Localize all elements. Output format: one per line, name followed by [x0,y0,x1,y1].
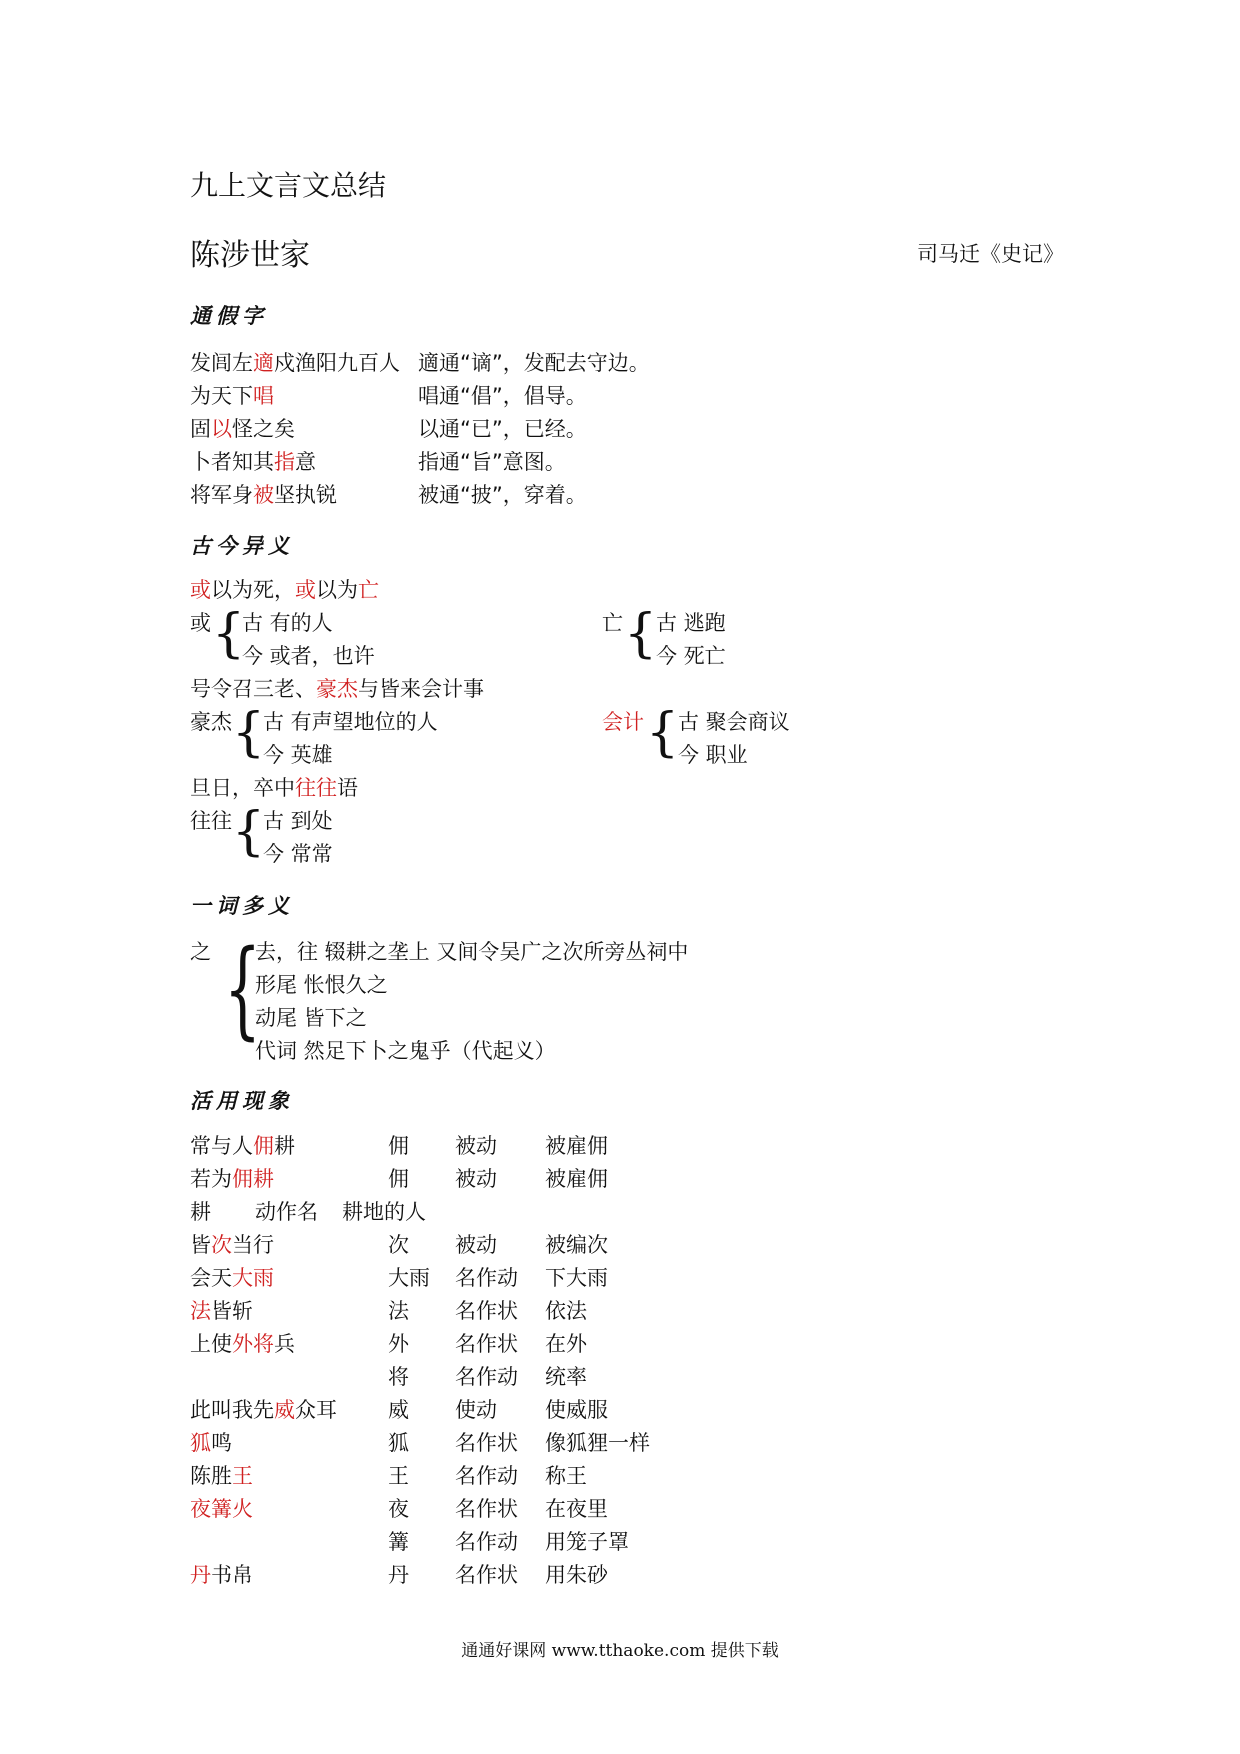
huoyong-type: 名作动 [455,1365,518,1389]
huoyong-word: 大雨 [388,1266,430,1290]
huoyong-meaning: 统率 [545,1365,587,1389]
huoyong-type: 使动 [455,1398,497,1422]
huoyong-type: 名作状 [455,1431,518,1455]
huoyong-sentence: 陈胜王 [190,1464,253,1488]
tongjia-explanation: 指通“旨”意图。 [418,450,566,474]
lesson-title: 陈涉世家 [190,238,310,273]
huoyong-word: 外 [388,1332,409,1356]
section-heading-gujin: 古今异义 [190,533,294,558]
huoyong-meaning: 称王 [545,1464,587,1488]
gujin-haojie-ancient: 古 有声望地位的人 [263,710,438,734]
section-heading-huoyong: 活用现象 [190,1088,294,1113]
section-heading-tongjia: 通假字 [190,303,268,328]
gujin-haojie-modern: 今 英雄 [263,743,333,767]
brace-wang: { [624,604,658,664]
tongjia-sentence: 为天下唱 [190,384,274,408]
brace-haojie: { [232,703,266,763]
huoyong-geng-type: 动作名 [255,1200,318,1224]
huoyong-type: 名作状 [455,1299,518,1323]
gujin-word-kuaiji: 会计 [602,710,644,734]
gujin-kuaiji-modern: 今 职业 [678,743,748,767]
gujin-sentence-3: 旦日，卒中往往语 [190,776,358,800]
brace-huo: { [212,604,246,664]
brace-kuaiji: { [646,703,680,763]
gujin-word-wangwang: 往往 [190,809,232,833]
tongjia-sentence: 将军身被坚执锐 [190,483,337,507]
tongjia-sentence: 卜者知其指意 [190,450,316,474]
tongjia-explanation: 以通“已”，已经。 [418,417,587,441]
huoyong-word: 狐 [388,1431,409,1455]
tongjia-sentence: 发闾左適戍渔阳九百人 [190,351,400,375]
tongjia-sentence: 固以怪之矣 [190,417,295,441]
brace-yiciduoyi: { [224,927,262,1050]
gujin-wangwang-modern: 今 常常 [263,842,333,866]
huoyong-meaning: 下大雨 [545,1266,608,1290]
footer-source: 通通好课网 www.tthaoke.com 提供下载 [461,1641,779,1661]
gujin-sentence-1: 或以为死，或以为亡 [190,578,379,602]
huoyong-meaning: 在夜里 [545,1497,608,1521]
yiciduoyi-sense: 动尾 皆下之 [255,1006,367,1030]
huoyong-meaning: 用笼子罩 [545,1530,629,1554]
huoyong-type: 被动 [455,1167,497,1191]
huoyong-word: 夜 [388,1497,409,1521]
huoyong-sentence: 皆次当行 [190,1233,274,1257]
gujin-huo-modern: 今 或者，也许 [242,644,375,668]
gujin-kuaiji-ancient: 古 聚会商议 [678,710,790,734]
tongjia-explanation: 被通“披”，穿着。 [418,483,587,507]
document-title: 九上文言文总结 [190,169,387,202]
huoyong-sentence: 法皆斩 [190,1299,253,1323]
huoyong-sentence: 狐鸣 [190,1431,232,1455]
huoyong-meaning: 被雇佣 [545,1167,608,1191]
huoyong-meaning: 被编次 [545,1233,608,1257]
yiciduoyi-sense: 形尾 怅恨久之 [255,973,388,997]
huoyong-meaning: 被雇佣 [545,1134,608,1158]
huoyong-type: 名作动 [455,1464,518,1488]
gujin-wangwang-ancient: 古 到处 [263,809,333,833]
huoyong-meaning: 像狐狸一样 [545,1431,650,1455]
huoyong-geng-meaning: 耕地的人 [342,1200,426,1224]
huoyong-sentence: 上使外将兵 [190,1332,295,1356]
huoyong-word: 将 [388,1365,409,1389]
huoyong-sentence: 此叫我先威众耳 [190,1398,337,1422]
huoyong-word: 佣 [388,1134,409,1158]
gujin-wang-ancient: 古 逃跑 [656,611,726,635]
author-source: 司马迁《史记》 [917,242,1064,266]
huoyong-word: 篝 [388,1530,409,1554]
huoyong-type: 名作动 [455,1266,518,1290]
huoyong-word: 丹 [388,1563,409,1587]
huoyong-word: 威 [388,1398,409,1422]
huoyong-word: 佣 [388,1167,409,1191]
gujin-word-wang: 亡 [602,611,623,635]
huoyong-word: 法 [388,1299,409,1323]
gujin-wang-modern: 今 死亡 [656,644,726,668]
huoyong-meaning: 用朱砂 [545,1563,608,1587]
huoyong-sentence: 会天大雨 [190,1266,274,1290]
huoyong-meaning: 使威服 [545,1398,608,1422]
gujin-word-haojie: 豪杰 [190,710,232,734]
huoyong-meaning: 依法 [545,1299,587,1323]
huoyong-sentence: 夜篝火 [190,1497,253,1521]
huoyong-type: 名作状 [455,1497,518,1521]
huoyong-geng-word: 耕 [190,1200,211,1224]
tongjia-explanation: 適通“谪”，发配去守边。 [418,351,650,375]
huoyong-type: 名作状 [455,1563,518,1587]
huoyong-type: 名作状 [455,1332,518,1356]
yiciduoyi-word: 之 [190,940,211,964]
huoyong-type: 被动 [455,1134,497,1158]
yiciduoyi-sense: 去，往 辍耕之垄上 又间令吴广之次所旁丛祠中 [255,940,689,964]
huoyong-meaning: 在外 [545,1332,587,1356]
gujin-huo-ancient: 古 有的人 [242,611,333,635]
huoyong-type: 被动 [455,1233,497,1257]
huoyong-word: 次 [388,1233,409,1257]
huoyong-sentence: 若为佣耕 [190,1167,274,1191]
yiciduoyi-sense: 代词 然足下卜之鬼乎（代起义） [255,1039,556,1063]
gujin-sentence-2: 号令召三老、豪杰与皆来会计事 [190,677,484,701]
section-heading-yiciduoyi: 一词多义 [190,893,294,918]
huoyong-sentence: 常与人佣耕 [190,1134,295,1158]
gujin-word-huo: 或 [190,611,211,635]
brace-wangwang: { [232,802,266,862]
huoyong-word: 王 [388,1464,409,1488]
huoyong-sentence: 丹书帛 [190,1563,253,1587]
huoyong-type: 名作动 [455,1530,518,1554]
tongjia-explanation: 唱通“倡”，倡导。 [418,384,587,408]
